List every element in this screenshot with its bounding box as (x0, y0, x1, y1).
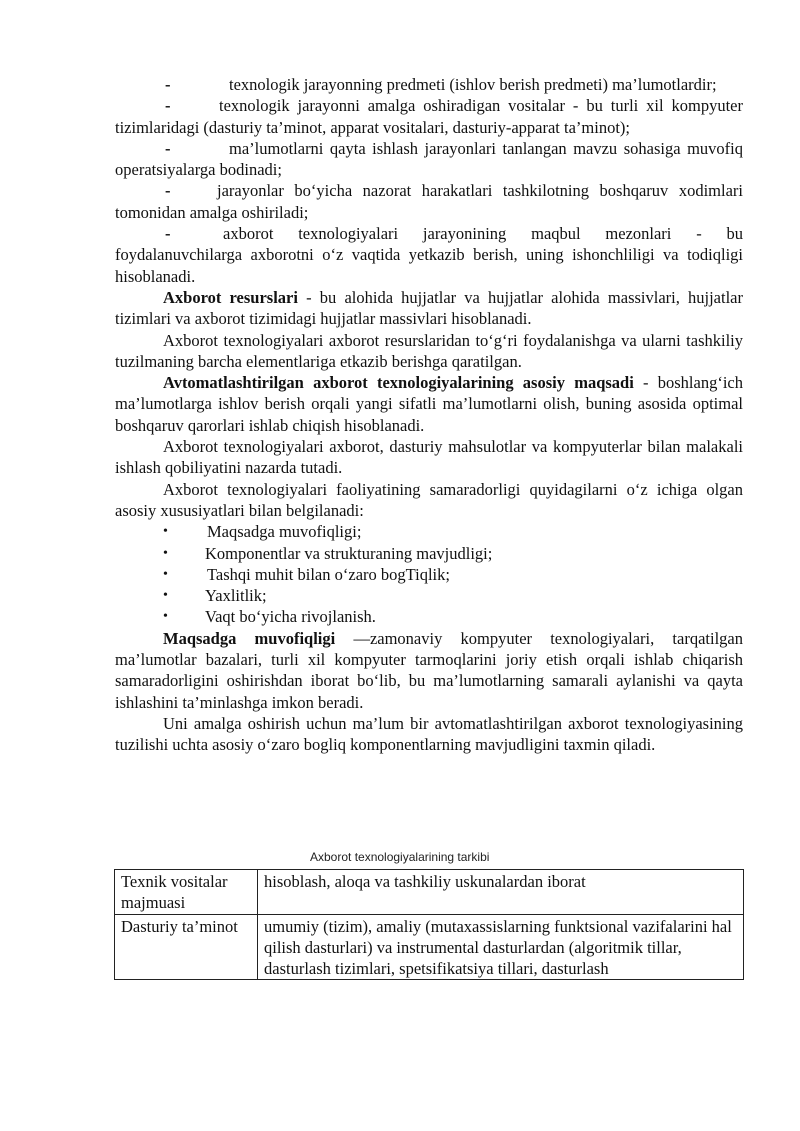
list-item-text: Yaxlitlik; (205, 586, 267, 606)
list-item-text: Vaqt bo‘yicha rivojlanish. (205, 607, 376, 627)
dash-item-1-lead: texnologik jarayonning predmeti (ishlov berish predmeti) (229, 75, 608, 94)
dash-item-4-lead: jarayonlar bo‘yicha nazorat harakatlari tashkilotning boshqaruv (217, 181, 669, 201)
dash-marker: - (165, 224, 171, 244)
list-item (115, 543, 743, 564)
list-item (115, 606, 743, 627)
table-caption: Axborot texnologiyalarining tarkibi (310, 850, 490, 864)
dash-item-5-lead: axborot texnologiyalari jarayonining maqbul mezonlari - bu (223, 224, 743, 244)
list-item-text: Tashqi muhit bilan o‘zaro bogTiqlik; (207, 564, 450, 584)
bullet-icon: • (163, 545, 168, 561)
dash-marker: - (165, 75, 171, 94)
list-item (115, 585, 743, 606)
goal-paragraph (115, 372, 743, 436)
properties-list (115, 521, 743, 627)
bullet-icon: • (163, 588, 168, 604)
dash-item-4 (115, 180, 743, 223)
bullet-icon: • (163, 524, 168, 540)
purpose-definition: —zamonaviy kompyuter texnologiyalari, tarqatilgan ma’lumotlar bazalari, turli xil kompyuter tarmoqlarini joriy etish orqali ishlab chiqarish samaradorligini oshirishdan iborat bo‘lib, bu ma’lumotlarning samarali aylanishi va qayta ishlashini ta’minlashga imkon beradi. (115, 628, 743, 712)
list-item-text: Komponentlar va strukturaning mavjudligi; (205, 543, 493, 563)
dash-item-2-rest: kompyuter tizimlaridagi (dasturiy ta’minot, apparat vositalari, dasturiy-apparat ta’minot); (115, 96, 744, 137)
resources-paragraph (115, 287, 743, 330)
purpose-paragraph (115, 628, 743, 713)
dash-marker: - (165, 96, 171, 116)
skills-paragraph: Axborot texnologiyalari axborot, dasturiy mahsulotlar va kompyuterlar bilan malakali ishlash qobiliyatini nazarda tutadi. (115, 437, 743, 478)
goal-definition: - boshlang‘ich ma’lumotlarga ishlov berish orqali yangi sifatli ma’lumotlarni olish, buning asosida optimal boshqaruv qarorlari ishlab chiqish hisoblanadi. (115, 373, 743, 435)
table-row (115, 870, 744, 915)
table-cell-label: Dasturiy ta’minot (115, 914, 258, 980)
table-cell-value: hisoblash, aloqa va tashkiliy uskunalardan iborat (258, 870, 744, 915)
list-item (115, 521, 743, 542)
goal-term: Avtomatlashtirilgan axborot texnologiyalarining asosiy maqsadi (163, 373, 634, 393)
dash-item-1 (115, 74, 743, 95)
dash-item-4-rest: xodimlari tomonidan amalga oshiriladi; (115, 181, 743, 222)
dash-item-5 (115, 223, 743, 287)
dash-item-3-rest: muvofiq operatsiyalarga bodinadi; (115, 138, 743, 180)
table-row (115, 914, 744, 980)
bullet-icon: • (163, 566, 168, 582)
list-item (115, 564, 743, 585)
dash-item-1-rest: ma’lumotlardir; (612, 75, 717, 94)
efficiency-paragraph: Axborot texnologiyalari faoliyatining samaradorligi quyidagilarni o‘z ichiga olgan asosiy xususiyatlari bilan belgilanadi: (115, 479, 743, 520)
composition-table (114, 869, 744, 980)
dash-item-2-lead: texnologik jarayonni amalga oshiradigan vositalar - bu turli xil (219, 96, 664, 116)
purpose-term: Maqsadga muvofiqligi (163, 628, 336, 648)
table-cell-value: umumiy (tizim), amaliy (mutaxassislarning funktsional vazifalarini hal qilish dasturlari) va instrumental dasturlardan (algoritmik tillar, dasturlash tizimlari, spetsifikatsiya tillari, dasturlash (258, 914, 744, 980)
document-body (115, 74, 743, 756)
bullet-icon: • (163, 609, 168, 625)
dash-item-2 (115, 95, 743, 138)
dash-item-3-lead: ma’lumotlarni qayta ishlash jarayonlari tanlangan mavzu sohasiga (229, 138, 681, 158)
table-cell-label: Texnik vositalar majmuasi (115, 870, 258, 915)
resources-term: Axborot resurslari (163, 287, 298, 307)
usage-paragraph: Axborot texnologiyalari axborot resurslaridan to‘g‘ri foydalanishga va ularni tashkiliy tuzilmaning barcha elementlariga etkazib berishga qaratilgan. (115, 330, 743, 371)
dash-item-5-rest: foydalanuvchilarga axborotni o‘z vaqtida yetkazib berish, uning ishonchliligi va todiqligi hisoblanadi. (115, 245, 743, 286)
dash-marker: - (165, 138, 171, 158)
list-item-text: Maqsadga muvofiqligi; (207, 522, 362, 542)
components-paragraph: Uni amalga oshirish uchun ma’lum bir avtomatlashtirilgan axborot texnologiyasining tuzilishi uchta asosiy o‘zaro bogliq komponentlarning mavjudligini taxmin qiladi. (115, 713, 743, 755)
resources-definition: - bu alohida hujjatlar va hujjatlar alohida massivlari, hujjatlar tizimlari va axborot tizimidagi hujjatlar massivlari hisoblanadi. (115, 287, 743, 329)
dash-item-3 (115, 138, 743, 181)
dash-marker: - (165, 181, 171, 201)
